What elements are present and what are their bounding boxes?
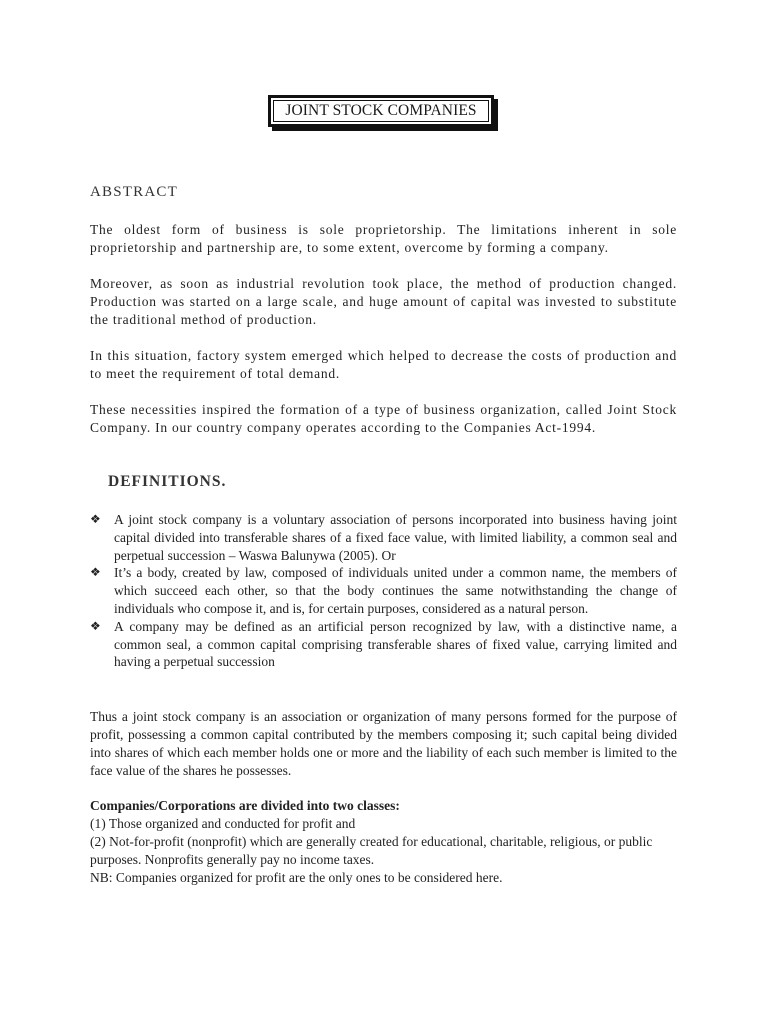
abstract-heading: ABSTRACT — [90, 184, 178, 200]
classes-line: (2) Not-for-profit (nonprofit) which are generally created for educational, charitable, religious, or public purposes. Nonprofits generally pay no income taxes. — [90, 834, 653, 867]
definition-text: It’s a body, created by law, composed of individuals united under a common name, the members of which succeed each other, so that the body continues the same notwithstanding the change of individuals who compose it, and is, for certain purposes, considered as a natural person. — [114, 565, 677, 616]
definition-item — [90, 511, 677, 564]
classes-line: (1) Those organized and conducted for profit and — [90, 816, 356, 831]
document-title: JOINT STOCK COMPANIES — [273, 100, 489, 122]
diamond-bullet-icon: ❖ — [90, 512, 101, 526]
abstract-paragraph: In this situation, factory system emerged which helped to decrease the costs of production and to meet the requirement of total demand. — [90, 348, 677, 382]
classes-heading: Companies/Corporations are divided into two classes: — [90, 798, 400, 813]
definition-text: A joint stock company is a voluntary association of persons incorporated into business having joint capital divided into transferable shares of a fixed face value, with limited liability, a common seal and perpetual succession – Waswa Balunywa (2005). Or — [114, 512, 677, 563]
diamond-bullet-icon: ❖ — [90, 618, 101, 633]
classes-line: NB: Companies organized for profit are the only ones to be considered here. — [90, 870, 503, 885]
definition-item — [90, 564, 677, 617]
definition-item — [90, 618, 677, 671]
classes-section — [90, 797, 680, 887]
abstract-paragraph: Moreover, as soon as industrial revolution took place, the method of production changed. Production was started on a large scale, and huge amount of capital was invested to substitute the traditional method of production. — [90, 276, 677, 328]
diamond-bullet-icon: ❖ — [90, 565, 101, 580]
title-frame — [268, 95, 494, 127]
abstract-paragraph: The oldest form of business is sole proprietorship. The limitations inherent in sole proprietorship and partnership are, to some extent, overcome by forming a company. — [90, 222, 677, 256]
definition-text: A company may be defined as an artificial person recognized by law, with a distinctive name, a common seal, a common capital comprising transferable shares of fixed value, carrying limited and having a perpetual succession — [114, 618, 677, 670]
definitions-list — [90, 511, 677, 671]
abstract-paragraph: These necessities inspired the formation of a type of business organization, called Joint Stock Company. In our country company operates according to the Companies Act-1994. — [90, 402, 677, 436]
definitions-heading: DEFINITIONS. — [108, 473, 227, 490]
summary-paragraph: Thus a joint stock company is an association or organization of many persons formed for the purpose of profit, possessing a common capital contributed by the members composing it; such capital being divided into shares of which each member holds one or more and the liability of each such member is limited to the face value of the shares he possesses. — [90, 709, 677, 778]
